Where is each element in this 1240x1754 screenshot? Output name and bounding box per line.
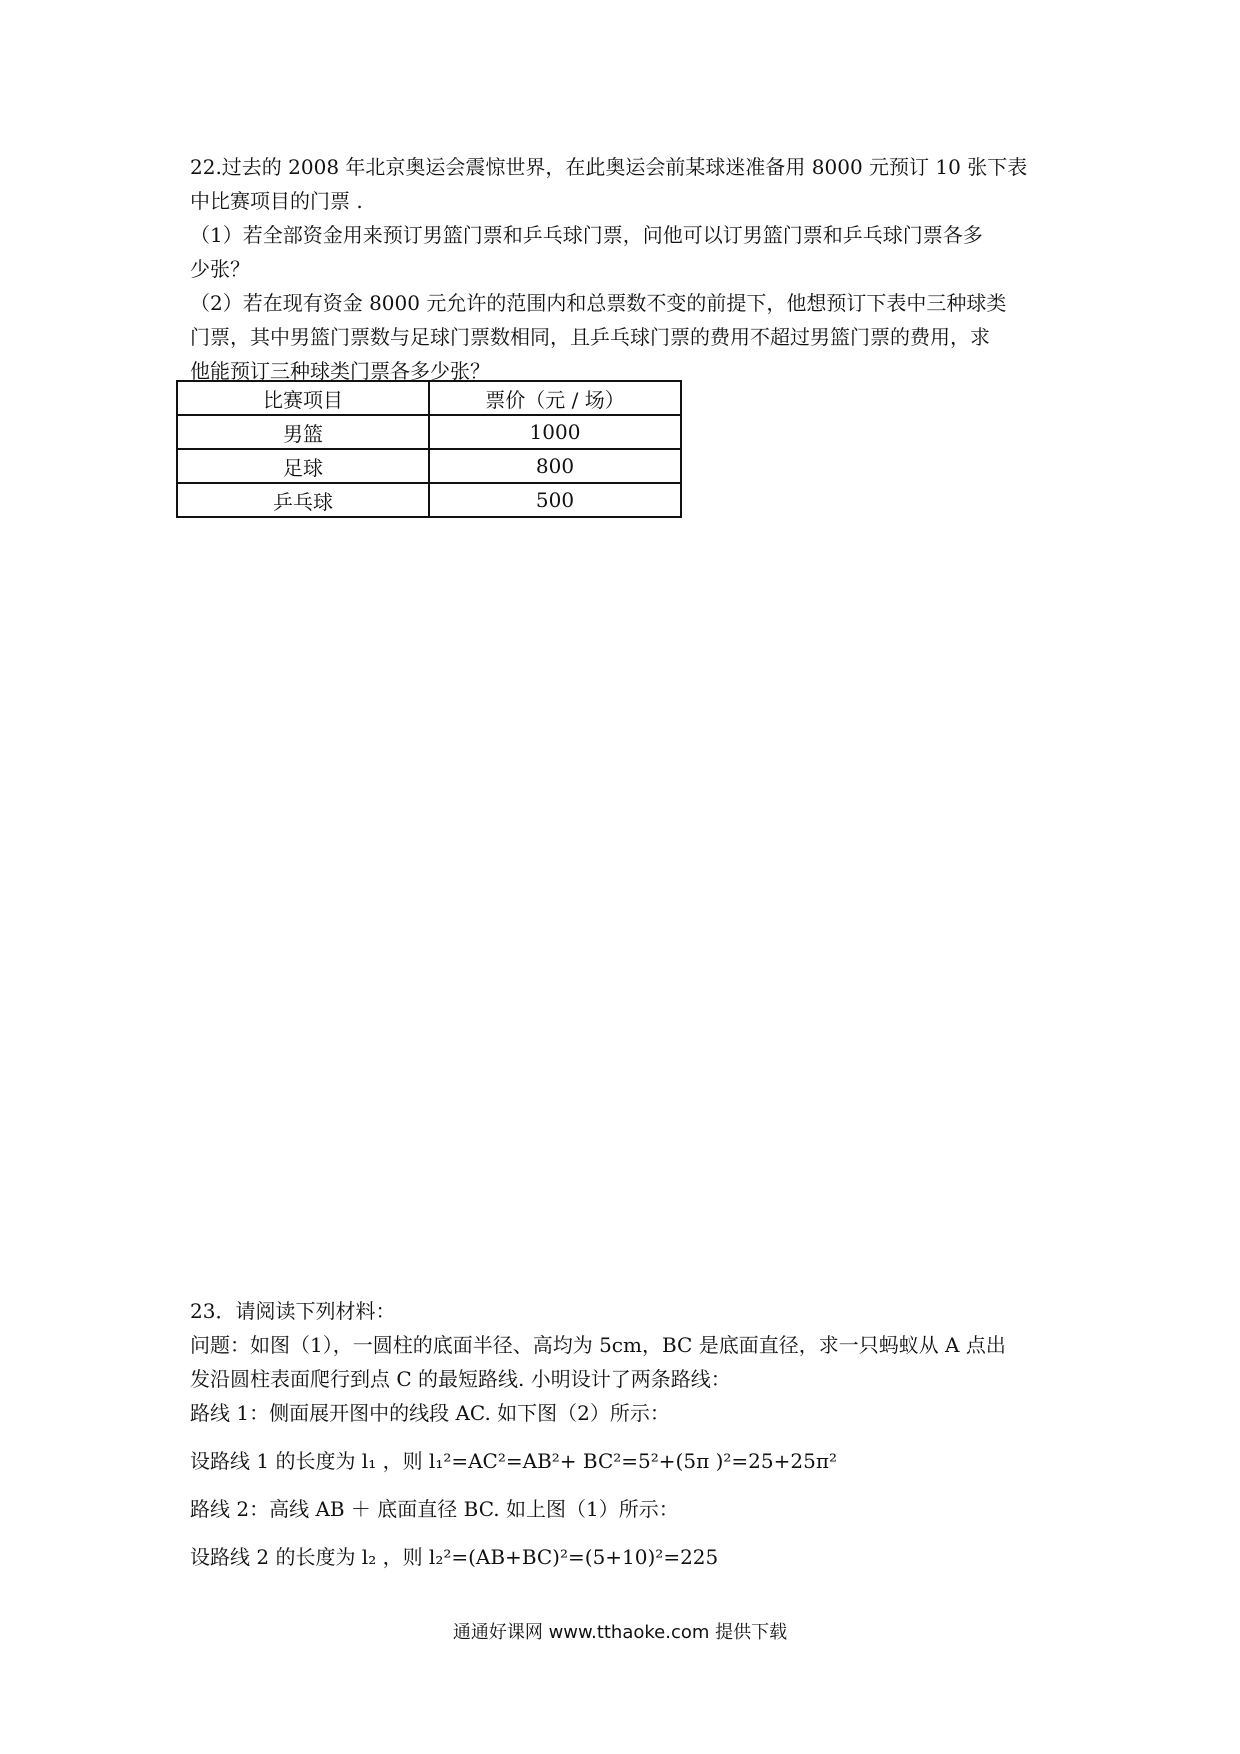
table-row — [177, 449, 681, 483]
table-row — [177, 483, 681, 517]
table-cell: 500 — [429, 483, 681, 517]
table-cell: 1000 — [429, 415, 681, 449]
q23-formula-1: 设路线 1 的长度为 l₁ ，则 l₁²=AC²=AB²+ BC²=5²+(5π )²=25+25π² — [190, 1449, 837, 1473]
question-23 — [190, 1294, 1060, 1574]
ticket-price-table — [176, 380, 682, 518]
q22-line-2: 中比赛项目的门票 . — [190, 189, 363, 213]
page-footer: 通通好课网 www.tthaoke.com 提供下载 — [452, 1622, 788, 1643]
q23-formula-2: 设路线 2 的长度为 l₂ ，则 l₂²=(AB+BC)²=(5+10)²=225 — [190, 1545, 719, 1569]
q23-route-2: 路线 2：高线 AB ＋ 底面直径 BC. 如上图（1）所示： — [190, 1497, 679, 1521]
table-header-cell: 票价（元 / 场） — [429, 381, 681, 415]
question-22 — [190, 150, 1060, 388]
q22-line-3: （1）若全部资金用来预订男篮门票和乒乓球门票，问他可以订男篮门票和乒乓球门票各多 — [190, 223, 983, 247]
q23-route-1: 路线 1：侧面展开图中的线段 AC. 如下图（2）所示： — [190, 1401, 670, 1425]
table-cell: 足球 — [177, 449, 429, 483]
q22-line-6: 门票，其中男篮门票数与足球门票数相同，且乒乓球门票的费用不超过男篮门票的费用，求 — [190, 325, 990, 349]
table-row — [177, 415, 681, 449]
table-cell: 男篮 — [177, 415, 429, 449]
q23-title: 23．请阅读下列材料： — [190, 1299, 396, 1323]
table-header-cell: 比赛项目 — [177, 381, 429, 415]
q22-line-4: 少张？ — [190, 257, 250, 281]
q23-problem-line-1: 问题：如图（1），一圆柱的底面半径、高均为 5cm，BC 是底面直径，求一只蚂蚁从 A 点出 — [190, 1333, 1006, 1357]
table-cell: 800 — [429, 449, 681, 483]
table-cell: 乒乓球 — [177, 483, 429, 517]
q22-line-5: （2）若在现有资金 8000 元允许的范围内和总票数不变的前提下，他想预订下表中三种球类 — [190, 291, 1007, 315]
q22-line-7: 他能预订三种球类门票各多少张？ — [190, 359, 490, 383]
table-header-row — [177, 381, 681, 415]
q22-line-1: 22.过去的 2008 年北京奥运会震惊世界，在此奥运会前某球迷准备用 8000 元预订 10 张下表 — [190, 155, 1028, 179]
q23-problem-line-2: 发沿圆柱表面爬行到点 C 的最短路线. 小明设计了两条路线： — [190, 1367, 731, 1391]
